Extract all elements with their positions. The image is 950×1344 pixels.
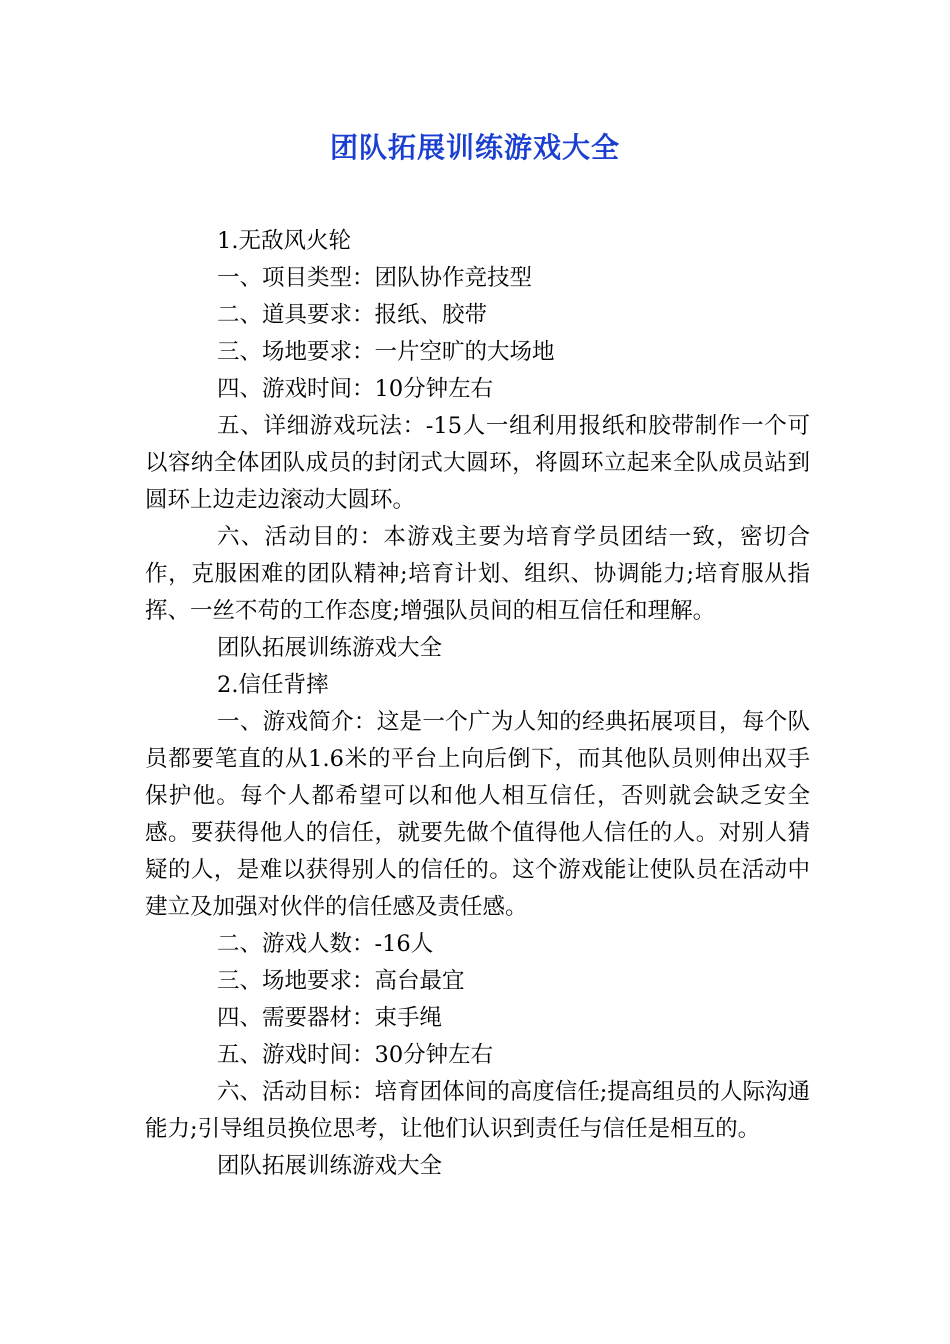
paragraph-game2-goal: 六、活动目标：培育团体间的高度信任;提高组员的人际沟通能力;引导组员换位思考，让他们认识到责任与信任是相互的。	[145, 1079, 810, 1142]
paragraph-game2-players: 二、游戏人数：-16人	[217, 931, 434, 957]
paragraph-game1-props: 二、道具要求：报纸、胶带	[217, 302, 488, 328]
paragraph-game2-time: 五、游戏时间：30分钟左右	[217, 1042, 494, 1068]
paragraph-game1-purpose: 六、活动目的：本游戏主要为培育学员团结一致，密切合作，克服困难的团队精神;培育计划、组织、协调能力;培育服从指挥、一丝不苟的工作态度;增强队员间的相互信任和理解。	[145, 524, 810, 624]
paragraph-section-label: 团队拓展训练游戏大全	[217, 635, 443, 661]
paragraph-game2-heading: 2.信任背摔	[217, 672, 329, 698]
paragraph-game1-type: 一、项目类型：团队协作竞技型	[217, 265, 533, 291]
paragraph-game2-venue: 三、场地要求：高台最宜	[217, 968, 465, 994]
paragraph-game1-heading: 1.无敌风火轮	[217, 228, 351, 254]
document-body	[145, 223, 810, 1185]
paragraph-game1-venue: 三、场地要求：一片空旷的大场地	[217, 339, 555, 365]
paragraph-section-label: 团队拓展训练游戏大全	[217, 1153, 443, 1179]
document-title: 团队拓展训练游戏大全	[329, 131, 620, 164]
paragraph-game2-intro: 一、游戏简介：这是一个广为人知的经典拓展项目，每个队员都要笔直的从1.6米的平台上向后倒下，而其他队员则伸出双手保护他。每个人都希望可以和他人相互信任，否则就会缺乏安全感。要获得他人的信任，就要先做个值得他人信任的人。对别人猜疑的人，是难以获得别人的信任的。这个游戏能让使队员在活动中建立及加强对伙伴的信任感及责任感。	[145, 709, 810, 920]
paragraph-game2-equipment: 四、需要器材：束手绳	[217, 1005, 443, 1031]
paragraph-game1-time: 四、游戏时间：10分钟左右	[217, 376, 494, 402]
paragraph-game1-rules: 五、详细游戏玩法：-15人一组利用报纸和胶带制作一个可以容纳全体团队成员的封闭式大圆环，将圆环立起来全队成员站到圆环上边走边滚动大圆环。	[145, 413, 810, 513]
